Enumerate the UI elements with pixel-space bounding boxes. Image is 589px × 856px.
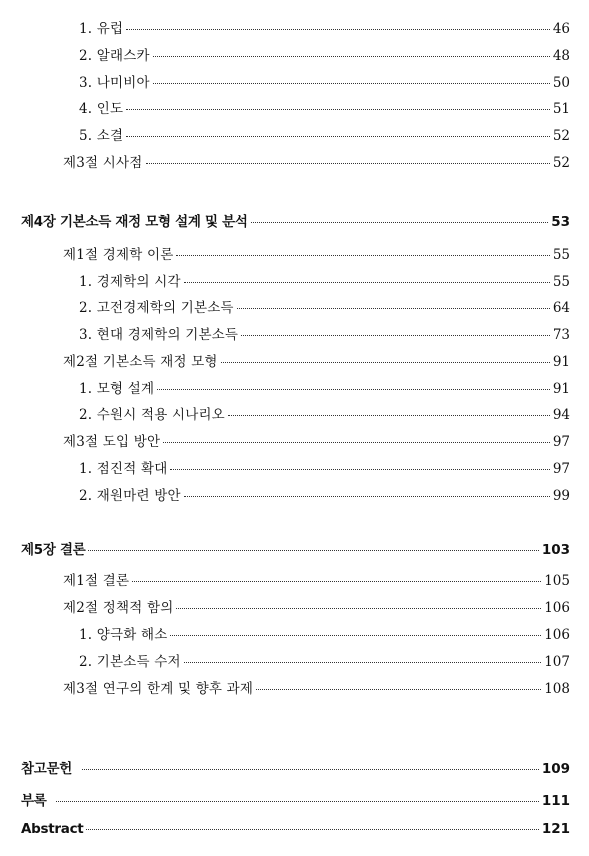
toc-page-number: 97 bbox=[552, 461, 570, 477]
toc-entry-label: 1. 점진적 확대 bbox=[79, 461, 168, 477]
toc-entry-label: 제1절 경제학 이론 bbox=[63, 247, 174, 263]
toc-entry-label: 제3절 시사점 bbox=[63, 155, 143, 171]
dot-leader bbox=[82, 769, 539, 770]
toc-page-number: 94 bbox=[552, 407, 570, 423]
toc-entry-label: 1. 경제학의 시각 bbox=[79, 274, 181, 290]
dot-leader bbox=[184, 282, 550, 283]
dot-leader bbox=[163, 442, 550, 443]
toc-page-number: 121 bbox=[541, 821, 570, 837]
toc-entry-label: 1. 모형 설계 bbox=[79, 381, 155, 397]
dot-leader bbox=[184, 496, 550, 497]
toc-entry-label: 1. 양극화 해소 bbox=[79, 627, 168, 643]
toc-entry-label: Abstract bbox=[21, 821, 84, 837]
toc-entry bbox=[79, 377, 570, 397]
dot-leader bbox=[241, 335, 550, 336]
toc-entry bbox=[63, 151, 570, 171]
toc-page-number: 109 bbox=[541, 761, 570, 777]
toc-page-number: 108 bbox=[544, 681, 570, 697]
toc-chapter-entry bbox=[21, 821, 570, 837]
toc-entry bbox=[79, 124, 570, 144]
toc-chapter-entry bbox=[21, 538, 570, 558]
dot-leader bbox=[126, 136, 550, 137]
dot-leader bbox=[153, 83, 550, 84]
toc-entry-label: 참고문헌 bbox=[21, 761, 72, 777]
dot-leader bbox=[56, 801, 538, 802]
toc-page-number: 53 bbox=[551, 214, 570, 230]
toc-page-number: 91 bbox=[552, 381, 570, 397]
toc-entry-label: 3. 현대 경제학의 기본소득 bbox=[79, 327, 239, 343]
dot-leader bbox=[228, 415, 550, 416]
toc-entry bbox=[63, 596, 570, 616]
toc-entry bbox=[63, 243, 570, 263]
dot-leader bbox=[221, 362, 550, 363]
toc-entry-label: 제3절 도입 방안 bbox=[63, 434, 161, 450]
toc-entry-label: 부록 bbox=[21, 793, 47, 809]
toc-entry-label: 2. 기본소득 수저 bbox=[79, 654, 181, 670]
toc-entry bbox=[79, 403, 570, 423]
toc-chapter-entry bbox=[21, 210, 570, 230]
toc-page-number: 55 bbox=[552, 247, 570, 263]
toc-entry bbox=[63, 677, 570, 697]
dot-leader bbox=[251, 222, 549, 223]
toc-entry bbox=[79, 296, 570, 316]
toc-entry bbox=[63, 350, 570, 370]
toc-entry bbox=[79, 623, 570, 643]
toc-entry-label: 제4장 기본소득 재정 모형 설계 및 분석 bbox=[21, 214, 248, 230]
toc-entry bbox=[63, 569, 570, 589]
toc-page-number: 55 bbox=[552, 274, 570, 290]
dot-leader bbox=[126, 29, 550, 30]
toc-page-number: 52 bbox=[552, 128, 570, 144]
toc-entry bbox=[63, 430, 570, 450]
toc-chapter-entry bbox=[21, 789, 570, 809]
toc-page-number: 52 bbox=[552, 155, 570, 171]
toc-entry-label: 3. 나미비아 bbox=[79, 75, 150, 91]
toc-page-number: 103 bbox=[541, 542, 570, 558]
toc-page-number: 97 bbox=[552, 434, 570, 450]
toc-page-number: 99 bbox=[552, 488, 570, 504]
toc-page-number: 73 bbox=[552, 327, 570, 343]
toc-entry-label: 2. 재원마련 방안 bbox=[79, 488, 181, 504]
dot-leader bbox=[86, 829, 538, 830]
toc-page-number: 46 bbox=[552, 21, 570, 37]
dot-leader bbox=[146, 163, 550, 164]
dot-leader bbox=[237, 308, 550, 309]
toc-entry bbox=[79, 323, 570, 343]
toc-entry-label: 제1절 결론 bbox=[63, 573, 130, 589]
toc-entry bbox=[79, 484, 570, 504]
toc-entry bbox=[79, 44, 570, 64]
toc-entry-label: 5. 소결 bbox=[79, 128, 124, 144]
toc-entry-label: 제2절 기본소득 재정 모형 bbox=[63, 354, 218, 370]
toc-entry-label: 제5장 결론 bbox=[21, 542, 86, 558]
dot-leader bbox=[170, 635, 541, 636]
toc-entry-label: 1. 유럽 bbox=[79, 21, 124, 37]
toc-entry-label: 제3절 연구의 한계 및 향후 과제 bbox=[63, 681, 254, 697]
toc-entry-label: 2. 고전경제학의 기본소득 bbox=[79, 300, 234, 316]
dot-leader bbox=[176, 255, 549, 256]
toc-page-number: 50 bbox=[552, 75, 570, 91]
toc-entry bbox=[79, 650, 570, 670]
dot-leader bbox=[88, 550, 538, 551]
toc-entry-label: 2. 수원시 적용 시나리오 bbox=[79, 407, 225, 423]
dot-leader bbox=[126, 109, 550, 110]
toc-entry bbox=[79, 97, 570, 117]
toc-entry bbox=[79, 71, 570, 91]
toc-entry-label: 2. 알래스카 bbox=[79, 48, 150, 64]
dot-leader bbox=[170, 469, 549, 470]
toc-entry bbox=[79, 270, 570, 290]
dot-leader bbox=[256, 689, 541, 690]
dot-leader bbox=[157, 389, 550, 390]
toc-page-number: 106 bbox=[544, 600, 570, 616]
toc-page-number: 91 bbox=[552, 354, 570, 370]
dot-leader bbox=[176, 608, 541, 609]
dot-leader bbox=[132, 581, 541, 582]
toc-chapter-entry bbox=[21, 757, 570, 777]
toc-entry-label: 제2절 정책적 함의 bbox=[63, 600, 174, 616]
toc-page-number: 51 bbox=[552, 101, 570, 117]
toc-entry bbox=[79, 17, 570, 37]
toc-entry-label: 4. 인도 bbox=[79, 101, 124, 117]
toc-page-number: 107 bbox=[544, 654, 570, 670]
dot-leader bbox=[184, 662, 542, 663]
toc-page-number: 111 bbox=[541, 793, 570, 809]
toc-page-number: 106 bbox=[544, 627, 570, 643]
toc-page-number: 48 bbox=[552, 48, 570, 64]
toc-page-number: 105 bbox=[544, 573, 570, 589]
toc-page-number: 64 bbox=[552, 300, 570, 316]
toc-entry bbox=[79, 457, 570, 477]
dot-leader bbox=[153, 56, 550, 57]
